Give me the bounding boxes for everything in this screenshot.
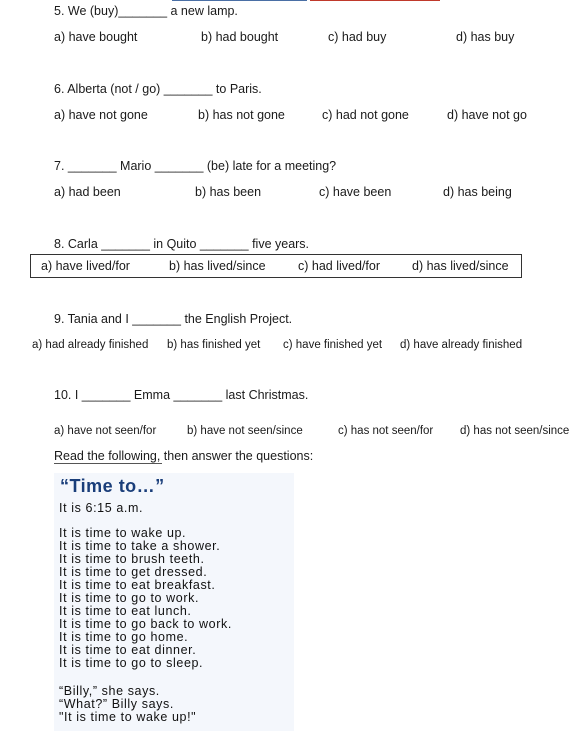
reading-panel	[54, 473, 294, 731]
dialogue-line: “What?” Billy says.	[59, 697, 174, 711]
instruction-underline	[54, 463, 162, 464]
question-9-option-b[interactable]: b) has finished yet	[167, 339, 261, 351]
question-8-option-b[interactable]: b) has lived/since	[169, 259, 266, 273]
question-5-option-a[interactable]: a) have bought	[54, 30, 138, 44]
question-7-option-b[interactable]: b) has been	[195, 185, 262, 199]
question-6-option-c[interactable]: c) had not gone	[322, 108, 409, 122]
dialogue-line: “Billy,” she says.	[59, 684, 160, 698]
question-6-option-d[interactable]: d) have not go	[447, 108, 527, 122]
reading-line: It is time to go to work.	[59, 591, 200, 605]
reading-instruction: Read the following, then answer the questions:	[54, 449, 314, 463]
question-8-option-a[interactable]: a) have lived/for	[41, 259, 130, 273]
reading-line: It is time to eat breakfast.	[59, 578, 216, 592]
question-6-option-a[interactable]: a) have not gone	[54, 108, 148, 122]
question-9-option-c[interactable]: c) have finished yet	[283, 339, 383, 351]
reading-line: It is time to brush teeth.	[59, 552, 205, 566]
question-7-option-c[interactable]: c) have been	[319, 185, 392, 199]
question-10-option-b[interactable]: b) have not seen/since	[187, 425, 303, 437]
reading-line: It is time to take a shower.	[59, 539, 221, 553]
question-8-prompt: 8. Carla _______ in Quito _______ five years.	[54, 237, 310, 251]
reading-line: It is time to eat dinner.	[59, 643, 197, 657]
question-6-prompt: 6. Alberta (not / go) _______ to Paris.	[54, 82, 262, 96]
question-10-prompt: 10. I _______ Emma _______ last Christmas.	[54, 388, 309, 402]
question-8-option-d[interactable]: d) has lived/since	[412, 259, 509, 273]
question-9-option-a[interactable]: a) had already finished	[32, 339, 149, 351]
question-7-prompt: 7. _______ Mario _______ (be) late for a meeting?	[54, 159, 337, 173]
question-5-option-d[interactable]: d) has buy	[456, 30, 515, 44]
question-6-option-b[interactable]: b) has not gone	[198, 108, 285, 122]
reading-line: It is time to go back to work.	[59, 617, 232, 631]
reading-line: It is time to go home.	[59, 630, 189, 644]
question-7-option-a[interactable]: a) had been	[54, 185, 121, 199]
question-5-prompt: 5. We (buy)_______ a new lamp.	[54, 4, 238, 18]
reading-line: It is time to get dressed.	[59, 565, 208, 579]
question-5-option-c[interactable]: c) had buy	[328, 30, 387, 44]
reading-line: It is time to eat lunch.	[59, 604, 192, 618]
question-9-option-d[interactable]: d) have already finished	[400, 339, 523, 351]
dialogue-line: "It is time to wake up!"	[59, 710, 197, 724]
question-8-option-c[interactable]: c) had lived/for	[298, 259, 380, 273]
question-7-option-d[interactable]: d) has being	[443, 185, 512, 199]
reading-line: It is time to wake up.	[59, 526, 187, 540]
question-10-option-d[interactable]: d) has not seen/since	[460, 425, 570, 437]
question-10-option-c[interactable]: c) has not seen/for	[338, 425, 434, 437]
reading-title: “Time to…”	[60, 476, 165, 496]
top-border-left	[172, 0, 307, 1]
reading-line: It is time to go to sleep.	[59, 656, 204, 670]
question-5-option-b[interactable]: b) had bought	[201, 30, 279, 44]
reading-time-line: It is 6:15 a.m.	[59, 501, 144, 515]
top-border-right	[310, 0, 440, 1]
question-10-option-a[interactable]: a) have not seen/for	[54, 425, 157, 437]
question-9-prompt: 9. Tania and I _______ the English Project.	[54, 312, 293, 326]
